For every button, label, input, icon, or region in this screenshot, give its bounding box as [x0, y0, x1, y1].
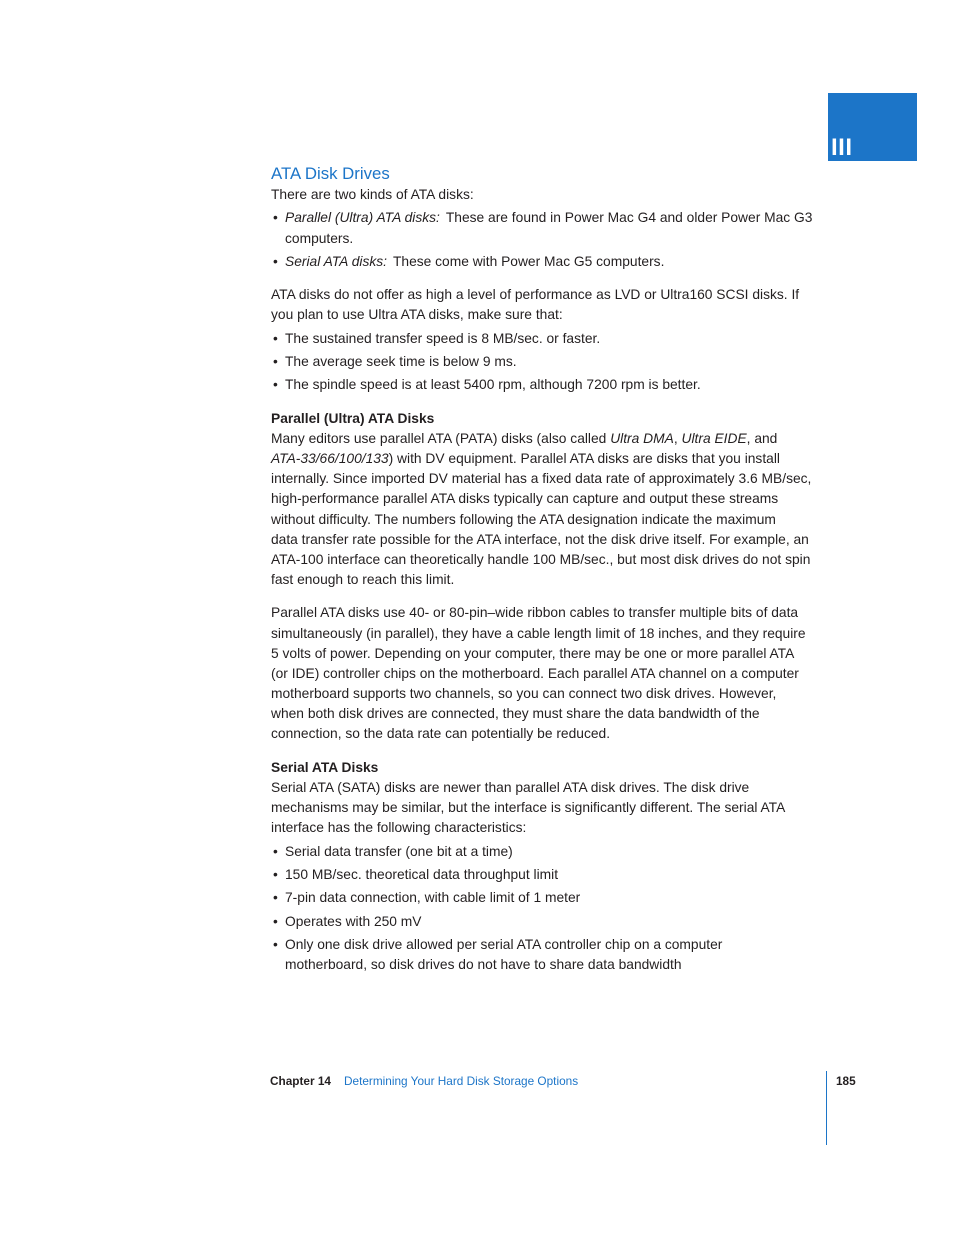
text-run: connection, so the data rate can potentially be reduced. — [271, 726, 611, 742]
bullet-marker: • — [273, 253, 278, 269]
text-run: These come with Power Mac G5 computers. — [392, 253, 665, 269]
text-line — [271, 409, 851, 429]
bullet-item — [271, 352, 851, 372]
text-run: without difficulty. The numbers following the ATA designation indicate the maximum — [271, 511, 776, 527]
text-run: The average seek time is below 9 ms. — [285, 354, 517, 370]
part-tab — [828, 93, 917, 161]
text-run: Serial data transfer (one bit at a time) — [285, 843, 513, 859]
subheading — [271, 409, 851, 429]
bullet-item — [271, 375, 851, 395]
text-run: ATA-100 interface can theoretically handle 100 MB/sec., but most disk drives do not spin — [271, 551, 811, 567]
text-line — [285, 935, 851, 955]
text-run: ) with DV equipment. Parallel ATA disks are disks that you install — [388, 451, 780, 466]
text-run: Parallel ATA disks use 40- or 80-pin–wide ribbon cables to transfer multiple bits of data — [271, 605, 799, 621]
text-line — [271, 510, 851, 530]
bullet-item — [271, 935, 851, 975]
section-title: ATA Disk Drives — [271, 164, 390, 183]
bullet-item — [271, 252, 851, 272]
paragraph — [271, 285, 851, 325]
bullet-item — [271, 912, 851, 932]
bullet-marker: • — [273, 330, 278, 346]
text-run: simultaneously (in parallel), they have a cable length limit of 18 inches, and they require — [271, 625, 806, 641]
text-run: when both disk drives are connected, they must share the data bandwidth of the — [271, 706, 760, 722]
text-line — [271, 305, 851, 325]
text-line — [285, 252, 851, 272]
text-run: computers. — [285, 230, 354, 246]
text-line — [285, 329, 851, 349]
bullet-marker: • — [273, 377, 278, 393]
text-run: you plan to use Ultra ATA disks, make sure that: — [271, 307, 563, 323]
text-run: Parallel (Ultra) ATA Disks — [271, 410, 435, 426]
bullet-marker: • — [273, 937, 278, 953]
text-run: 7-pin data connection, with cable limit of 1 meter — [285, 890, 581, 906]
text-run: data transfer rate possible for the ATA interface, not the disk drive itself. For example, an — [271, 531, 809, 547]
text-run: 150 MB/sec. theoretical data throughput limit — [285, 866, 559, 882]
text-line — [271, 603, 851, 623]
text-run: (or IDE) controller chips on the motherboard. Each parallel ATA channel on a computer — [271, 665, 799, 681]
text-run: interface has the following characteristics: — [271, 820, 527, 836]
term-label: Parallel (Ultra) ATA disks: — [285, 210, 440, 226]
bullet-item — [271, 865, 851, 885]
text-line — [271, 185, 851, 205]
text-run: 5 volts of power. Depending on your computer, there may be one or more parallel ATA — [271, 645, 795, 661]
text-line — [285, 352, 851, 372]
text-line — [271, 449, 851, 469]
term-label: Serial ATA disks: — [285, 253, 387, 269]
text-run: Only one disk drive allowed per serial ATA controller chip on a computer — [285, 937, 723, 953]
italic-run: Ultra DMA — [610, 430, 674, 446]
text-run: fast enough to reach this limit. — [271, 572, 455, 588]
text-line — [271, 570, 851, 590]
text-run: mechanisms may be similar, but the interface is significantly different. The serial ATA — [271, 800, 786, 815]
text-line — [271, 530, 851, 550]
page-number: 185 — [836, 1074, 856, 1088]
text-line — [285, 842, 851, 862]
bullet-marker: • — [273, 843, 278, 859]
footer-chapter-title: Determining Your Hard Disk Storage Options — [344, 1074, 579, 1088]
body-text — [271, 185, 851, 975]
text-line — [285, 375, 851, 395]
text-run: high-performance parallel ATA disks typically can capture and output these streams — [271, 491, 779, 507]
text-line — [271, 758, 851, 778]
bullet-marker: • — [273, 890, 278, 906]
footer-chapter-label: Chapter 14 — [270, 1074, 331, 1088]
text-line — [271, 684, 851, 704]
text-line — [271, 489, 851, 509]
text-run: Many editors use parallel ATA (PATA) disks (also called — [271, 430, 611, 446]
text-line — [271, 704, 851, 724]
paragraph — [271, 429, 851, 591]
text-run: The spindle speed is at least 5400 rpm, although 7200 rpm is better. — [285, 377, 701, 393]
bullet-item — [271, 888, 851, 908]
text-line — [285, 888, 851, 908]
text-run: ATA disks do not offer as high a level of performance as LVD or Ultra160 SCSI disks. If — [271, 287, 800, 303]
text-run: motherboard, so disk drives do not have to share data bandwidth — [285, 957, 682, 973]
bullet-marker: • — [273, 913, 278, 929]
text-line — [285, 208, 851, 228]
italic-run: Ultra EIDE — [681, 430, 747, 446]
text-line — [271, 644, 851, 664]
text-run: Operates with 250 mV — [285, 913, 422, 929]
footer-divider — [826, 1071, 827, 1145]
part-number-label: III — [831, 134, 853, 161]
text-run: , and — [746, 430, 778, 446]
text-line — [285, 955, 851, 975]
bullet-marker: • — [273, 354, 278, 370]
bullet-item — [271, 329, 851, 349]
bullet-item — [271, 842, 851, 862]
text-run: motherboard supports two channels, so you can connect two disk drives. However, — [271, 686, 777, 702]
text-line — [285, 912, 851, 932]
text-run: The sustained transfer speed is 8 MB/sec. or faster. — [285, 330, 601, 346]
text-line — [271, 778, 851, 798]
text-line — [271, 724, 851, 744]
text-run: These are found in Power Mac G4 and older Power Mac G3 — [445, 210, 813, 226]
bullet-marker: • — [273, 866, 278, 882]
bullet-item — [271, 208, 851, 248]
bullet-marker: • — [273, 210, 278, 226]
text-line — [271, 664, 851, 684]
text-line — [271, 469, 851, 489]
text-line — [271, 429, 851, 449]
text-run: Serial ATA Disks — [271, 759, 379, 775]
italic-run: ATA-33/66/100/133 — [271, 451, 389, 466]
text-line — [271, 798, 851, 818]
subheading — [271, 758, 851, 778]
paragraph — [271, 185, 851, 205]
text-run: , — [673, 430, 682, 446]
text-run: Serial ATA (SATA) disks are newer than parallel ATA disk drives. The disk drive — [271, 779, 750, 795]
text-run: internally. Since imported DV material has a fixed data rate of approximately 3.6 MB/sec, — [271, 471, 812, 487]
paragraph — [271, 778, 851, 839]
text-line — [271, 550, 851, 570]
text-line — [271, 818, 851, 838]
paragraph — [271, 603, 851, 744]
text-line — [285, 865, 851, 885]
text-run: There are two kinds of ATA disks: — [271, 187, 474, 202]
text-line — [271, 624, 851, 644]
text-line — [271, 285, 851, 305]
text-line — [285, 229, 851, 249]
